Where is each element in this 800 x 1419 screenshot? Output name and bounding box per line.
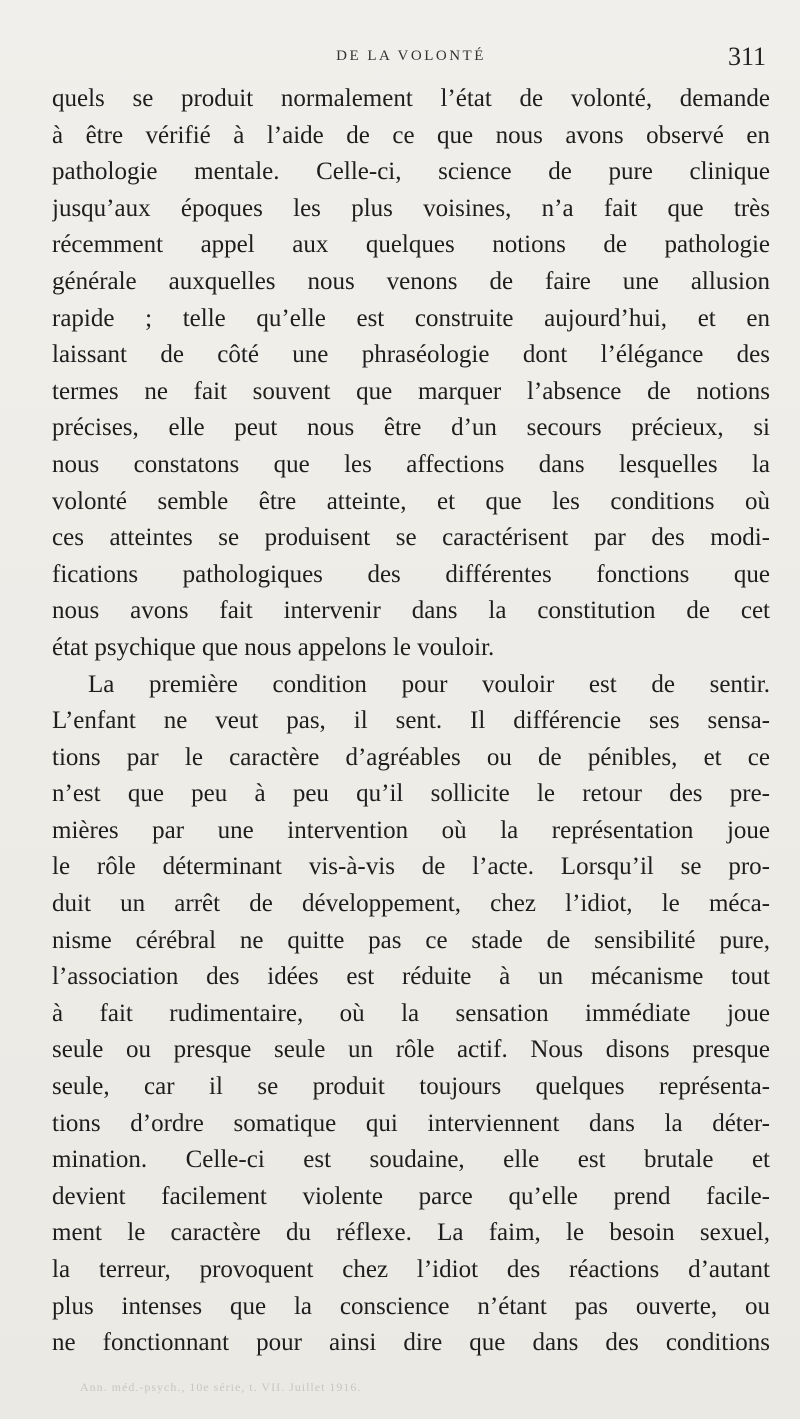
running-title: DE LA VOLONTÉ — [336, 48, 486, 64]
text-line: ment le caractère du réflexe. La faim, le besoin sexuel, — [52, 1219, 770, 1247]
text-line: mination. Celle-ci est soudaine, elle est brutale et — [52, 1146, 770, 1174]
text-line: volonté semble être atteinte, et que les conditions où — [52, 487, 770, 515]
text-line: rapide ; telle qu’elle est construite aujourd’hui, et en — [52, 304, 770, 332]
text-line: mières par une intervention où la représentation joue — [52, 816, 770, 844]
text-line: récemment appel aux quelques notions de pathologie — [52, 231, 770, 259]
body-text — [52, 81, 770, 1362]
text-line: quels se produit normalement l’état de volonté, demande — [52, 85, 770, 112]
text-line: laissant de côté une phraséologie dont l’élégance des — [52, 341, 770, 369]
text-line: duit un arrêt de développement, chez l’idiot, le méca- — [52, 890, 770, 918]
text-line: seule, car il se produit toujours quelques représenta- — [52, 1073, 770, 1101]
text-line: termes ne fait souvent que marquer l’absence de notions — [52, 377, 770, 405]
text-line: ces atteintes se produisent se caractérisent par des modi- — [52, 524, 770, 552]
paragraph-start-line: La première condition pour vouloir est de sentir. — [88, 670, 770, 698]
text-line: nisme cérébral ne quitte pas ce stade de sensibilité pure, — [52, 926, 770, 954]
text-line: ne fonctionnant pour ainsi dire que dans des conditions — [52, 1329, 770, 1357]
text-line: L’enfant ne veut pas, il sent. Il différencie ses sensa- — [52, 707, 770, 735]
text-line: état psychique que nous appelons le vouloir. — [52, 633, 495, 661]
footer-imprint: Ann. méd.-psych., 10e série, t. VII. Juillet 1916. — [80, 1380, 362, 1394]
text-line: seule ou presque seule un rôle actif. Nous disons presque — [52, 1036, 770, 1064]
text-line: le rôle déterminant vis-à-vis de l’acte. Lorsqu’il se pro- — [52, 853, 770, 881]
text-line: à être vérifié à l’aide de ce que nous avons observé en — [52, 121, 770, 149]
text-line: jusqu’aux époques les plus voisines, n’a fait que très — [52, 194, 770, 222]
text-line: générale auxquelles nous venons de faire une allusion — [52, 267, 770, 295]
text-line: tions par le caractère d’agréables ou de pénibles, et ce — [52, 743, 770, 771]
text-line: tions d’ordre somatique qui interviennent dans la déter- — [52, 1109, 770, 1137]
text-line: pathologie mentale. Celle-ci, science de pure clinique — [52, 158, 770, 186]
text-line: la terreur, provoquent chez l’idiot des réactions d’autant — [52, 1256, 770, 1283]
text-line: nous avons fait intervenir dans la constitution de cet — [52, 597, 770, 625]
page-number: 311 — [727, 42, 766, 71]
text-line: plus intenses que la conscience n’étant pas ouverte, ou — [52, 1292, 770, 1320]
text-line: fications pathologiques des différentes fonctions que — [52, 560, 770, 588]
running-head — [52, 42, 770, 76]
text-line: devient facilement violente parce qu’elle prend facile- — [52, 1182, 770, 1210]
text-line: n’est que peu à peu qu’il sollicite le retour des pre- — [52, 780, 770, 808]
text-line: à fait rudimentaire, où la sensation immédiate joue — [52, 999, 770, 1027]
text-line: l’association des idées est réduite à un mécanisme tout — [52, 963, 770, 991]
text-line: précises, elle peut nous être d’un secours précieux, si — [52, 414, 770, 442]
text-line: nous constatons que les affections dans lesquelles la — [52, 450, 770, 478]
